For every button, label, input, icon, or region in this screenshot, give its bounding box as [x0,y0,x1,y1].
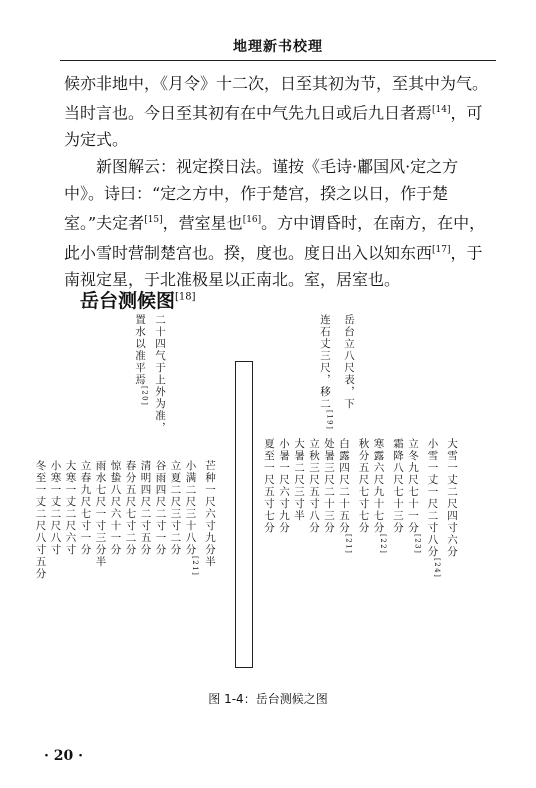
entry-text: 雨水七尺一寸三分半 [94,460,107,568]
summer-half-shadow-lengths [262,438,458,678]
solar-term-entry [426,438,445,678]
solar-term-note-col-1 [153,314,167,434]
entry-text: 夏至一尺五寸七分 [263,438,275,534]
figure-title-text: 岳台测候图 [80,290,176,312]
header-rule [60,60,496,61]
entry-text: 处暑三尺二十三分 [323,438,335,534]
footnote-ref: [20] [140,386,149,407]
solar-term-entry [337,438,356,678]
gnomon-note-col-2 [318,314,337,430]
solar-term-entry [64,460,78,660]
text-run: ，于南视定星，于北准极星以正南北。室，居室也。 [64,242,483,289]
paragraph-2 [64,153,492,293]
gnomon-bar [235,361,253,668]
solar-term-entry [49,460,63,660]
figure-title [80,286,196,313]
entry-text: 小暑一尺六寸九分 [278,438,290,534]
footnote-ref: [14] [432,105,451,115]
winter-half-shadow-lengths [34,460,217,660]
entry-text: 立春九尺七寸一分 [79,460,92,556]
entry-text: 霜降八尺七十三分 [392,438,404,534]
footnote-ref: [17] [432,244,451,255]
solar-term-entry [94,460,108,660]
solar-term-entry [109,460,123,660]
text-run: 。方中谓昏时，在南方，在中，此小雪时营制楚宫也。揆，度也。度日出入以知东西 [64,213,486,262]
solar-term-entry [79,460,93,660]
solar-term-entry [154,460,168,660]
footnote-ref: [24] [433,558,441,579]
footnote-ref: [19] [325,410,334,431]
solar-term-entry [307,438,321,678]
footnote-ref: [21] [344,534,353,555]
entry-text: 立夏二尺三寸二分 [169,460,182,556]
text-run: ，可为定式。 [64,103,483,150]
entry-text: 冬至一丈二尺八寸五分 [34,460,47,580]
solar-term-entry [262,438,276,678]
text-run: 候亦非地中，《月令》十二次，日至其初为节，至其中为气。当时言也。今日至其初有在中气先九日或后九日者焉 [64,74,489,123]
paragraph-1 [64,70,492,153]
solar-term-entry [372,438,391,678]
solar-term-entry [277,438,291,678]
entry-text: 大暑二尺三寸半 [293,438,305,522]
solar-term-entry [34,460,48,660]
entry-text: 芒种一尺六寸九分半 [204,460,216,568]
entry-text: 大寒一丈二尺六寸 [64,460,77,556]
entry-text: 寒露六尺九十七分 [372,438,385,534]
footnote-ref: [15] [144,215,163,226]
note-text: 置水以准平焉 [134,314,146,386]
note-text: 岳台立八尺表，下 [343,314,355,410]
note-text: 二十四气于上外为准， [154,314,166,434]
footnote-ref: [23] [413,534,422,555]
body-text [64,70,492,293]
figure-caption: 图 1-4：岳台测候之图 [208,692,328,706]
note-text: 连石丈三尺，移二 [319,314,331,410]
entry-text: 秋分五尺七寸七分 [357,438,370,534]
text-run: ，营室星也 [162,213,243,233]
gnomon-note-col-1 [342,314,356,410]
entry-text: 立秋三尺五寸八分 [308,438,320,534]
entry-text: 大雪一丈二尺四寸六分 [446,438,458,558]
solar-term-entry [357,438,371,678]
running-header: 地理新书校理 [233,39,323,55]
solar-term-entry [391,438,405,678]
entry-text: 小满二尺三十八分 [184,460,197,556]
solar-term-entry [139,460,153,660]
text-run: 新图解云：视定揆日法。谨按《毛诗·鄘国风·定之方中》。诗曰：“定之方中，作于楚宫，揆之以日，作于楚室。”夫定者 [64,157,459,233]
entry-text: 谷雨四尺二寸一分 [154,460,167,556]
solar-term-entry [124,460,138,660]
solar-term-entry [322,438,336,678]
solar-term-entry [184,460,203,660]
solar-term-entry [445,438,459,678]
footnote-ref: [16] [242,215,262,226]
footnote-ref: [18] [175,291,196,303]
page-number: · 20 · [44,748,83,764]
solar-term-entry [203,460,217,660]
solar-term-note-col-2 [133,314,152,406]
entry-text: 立冬九尺七十一分 [407,438,419,534]
entry-text: 春分五尺七寸二分 [124,460,137,556]
footnote-ref: [21] [191,556,199,577]
solar-term-entry [169,460,183,660]
entry-text: 小寒一丈二尺八寸 [49,460,62,556]
entry-text: 清明四尺二寸五分 [139,460,152,556]
entry-text: 白露四尺二十五分 [338,438,350,534]
entry-text: 小雪一丈一尺二寸八分 [426,438,439,558]
solar-term-entry [292,438,306,678]
entry-text: 惊蛰八尺六十一分 [109,460,122,556]
footnote-ref: [22] [379,534,387,555]
solar-term-entry [406,438,425,678]
